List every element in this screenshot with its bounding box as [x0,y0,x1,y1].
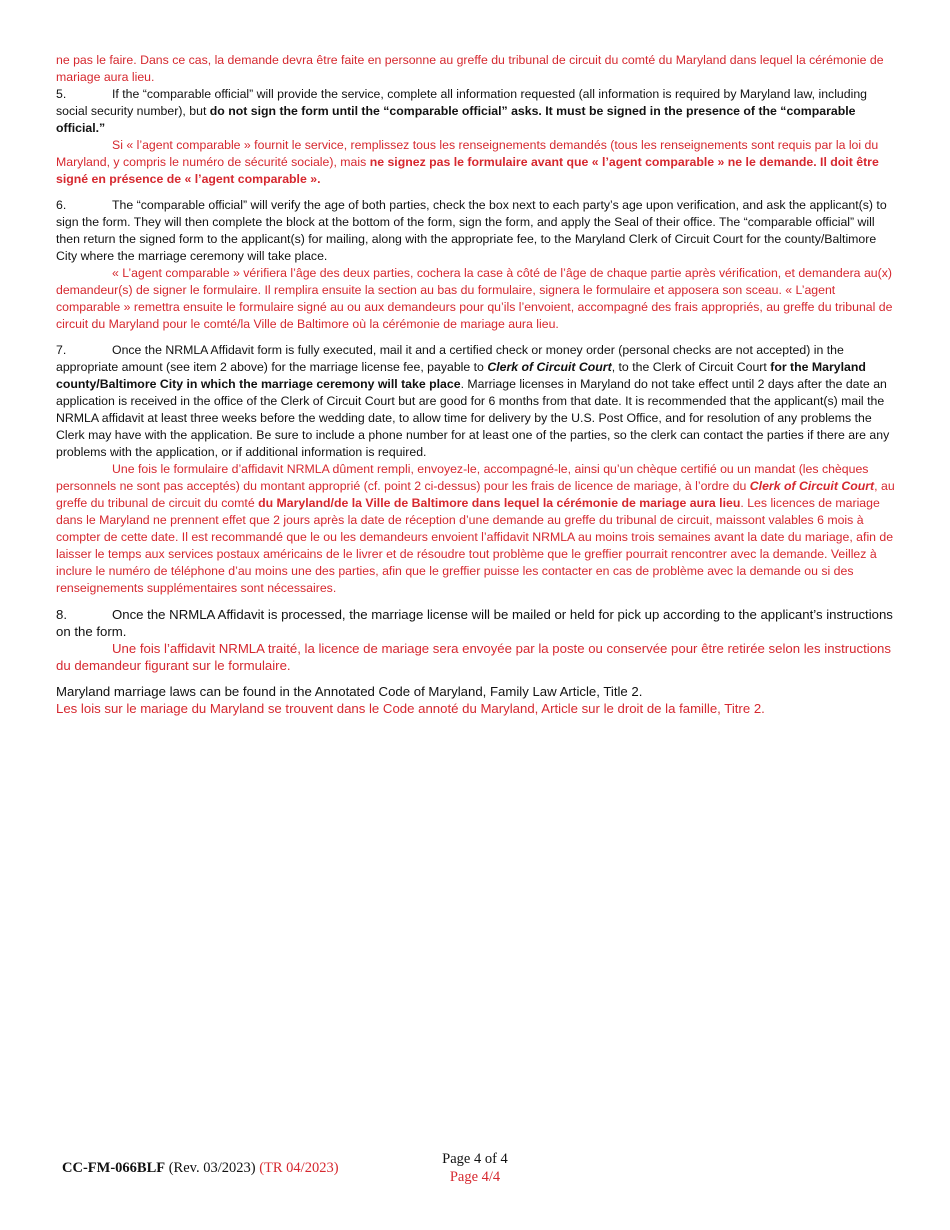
item-8-number: 8. [56,607,67,622]
item-5-english-bold: do not sign the form until the “comparable official” asks. It must be signed in the presence of the “comparable official.” [56,104,856,135]
item-7-english-text-e: . Marriage licenses in Maryland do not take effect until 2 days after the date an application is received in the office of the Clerk of Circuit Court but are good for 6 months from that date. It is recommended that the applicant(s) mail the NRMLA affidavit at least three weeks before the wedding date, to allow time for delivery by the U.S. Post Office, and for resolution of any problems the Clerk may have with the application. Be sure to include a phone number for at least one of the parties, so the clerk can contact the parties if there are any problems with the application, or if additional information is required. [56,377,890,459]
item-6-number: 6. [56,198,67,212]
laws-english: Maryland marriage laws can be found in the Annotated Code of Maryland, Family Law Article, Title 2. [56,684,643,699]
page-number-english: Page 4 of 4 [442,1151,508,1167]
item-7-number: 7. [56,343,67,357]
item-7-french-text-e: . Les licences de mariage dans le Maryland ne prennent effet que 2 jours après la date de réception d’une demande au greffe du tribunal de circuit, maissont valables 6 mois à compter de cette date. Il est recommandé que le ou les demandeurs envoient l’affidavit NRMLA au moins trois semaines avant la date du mariage, afin de laisser le temps aux services postaux américains de le livrer et de résoudre tout problème que le greffier pourrait rencontrer avec la demande. Veillez à inclure le numéro de téléphone d’au moins une des parties, afin que le greffier puisse les contacter en cas de problème avec la demande ou si des renseignements supplémentaires sont nécessaires. [56,496,894,595]
item-5-french-bold: ne signez pas le formulaire avant que « l’agent comparable » ne le demande. Il doit être signé en présence de « l’agent comparable ». [56,155,879,186]
form-revision: (Rev. 03/2023) [168,1160,256,1176]
item-5-english-text: If the “comparable official” will provide the service, complete all information requested (all information is required by Maryland law, including social security number), but [56,87,868,118]
form-translation-revision: (TR 04/2023) [259,1160,339,1176]
intro-french-paragraph: ne pas le faire. Dans ce cas, la demande devra être faite en personne au greffe du tribunal de circuit du comté du Maryland dans lequel la cérémonie de mariage aura lieu. [56,53,884,84]
laws-french: Les lois sur le mariage du Maryland se trouvent dans le Code annoté du Maryland, Article sur le droit de la famille, Titre 2. [56,701,765,716]
document-body [56,52,896,717]
item-6 [56,197,896,333]
item-5-french [56,137,896,188]
item-7-english-text-a: Once the NRMLA Affidavit form is fully executed, mail it and a certified check or money order (personal checks are not accepted) in the appropriate amount (see item 2 above) for the marriage license fee, payable to [56,343,844,374]
item-7 [56,342,896,597]
item-8 [56,606,896,674]
item-6-english-text: The “comparable official” will verify the age of both parties, check the box next to each party’s age upon verification, and ask the applicant(s) to sign the form. They will then complete the block at the bottom of the form, sign the form, and apply the Seal of their office. The “comparable official” will then return the signed form to the applicant(s) for mailing, along with the appropriate fee, to the Maryland Clerk of Circuit Court for the county/Baltimore City where the marriage ceremony will take place. [56,198,887,263]
item-5-french-text: Si « l’agent comparable » fournit le service, remplissez tous les renseignements demandés (tous les renseignements sont requis par la loi du Maryland, y compris le numéro de sécurité sociale), mais [56,138,879,169]
item-7-french-text-c: , au greffe du tribunal de circuit du comté [56,479,895,510]
item-7-english-text-c: , to the Clerk of Circuit Court [611,360,771,374]
item-7-english-bold: for the Maryland county/Baltimore City in which the marriage ceremony will take place [56,360,866,391]
item-6-french-text: « L’agent comparable » vérifiera l’âge des deux parties, cochera la case à côté de l’âge de chaque partie après vérification, et demandera au(x) demandeur(s) de signer le formulaire. Il remplira ensuite la section au bas du formulaire, signera le formulaire et apposera son sceau. « L’agent comparable » remettra ensuite le formulaire signé au ou aux demandeurs pour qu’ils l’envoient, accompagné des frais appropriés, au greffe du tribunal de circuit du Maryland pour le comté/la Ville de Baltimore où la cérémonie de mariage aura lieu. [56,266,893,331]
item-7-english [56,342,896,461]
item-7-french [56,461,896,597]
item-8-french [56,640,896,674]
item-6-english [56,197,896,265]
item-8-english [56,606,896,640]
marriage-laws-note [56,683,896,717]
item-8-french-text: Une fois l’affidavit NRMLA traité, la licence de mariage sera envoyée par la poste ou conservée pour être retirée selon les instructions du demandeur figurant sur le formulaire. [56,641,891,673]
item-7-french-text-a: Une fois le formulaire d’affidavit NRMLA dûment rempli, envoyez-le, accompagné-le, ainsi qu’un chèque certifié ou un mandat (les chèques personnels ne sont pas acceptés) du montant approprié (cf. point 2 ci-dessus) pour les frais de licence de mariage, à l’ordre du [56,462,869,493]
page-number-french: Page 4/4 [449,1169,501,1185]
item-6-french [56,265,896,333]
item-7-payee-french: Clerk of Circuit Court [749,479,875,493]
item-7-french-bold: du Maryland/de la Ville de Baltimore dans lequel la cérémonie de mariage aura lieu [258,496,741,510]
item-5 [56,86,896,188]
item-8-english-text: Once the NRMLA Affidavit is processed, the marriage license will be mailed or held for pick up according to the applicant’s instructions on the form. [56,607,893,639]
item-5-english [56,86,896,137]
item-5-number: 5. [56,87,67,101]
form-code: CC-FM-066BLF [62,1160,166,1176]
item-7-payee-english: Clerk of Circuit Court [487,360,612,374]
